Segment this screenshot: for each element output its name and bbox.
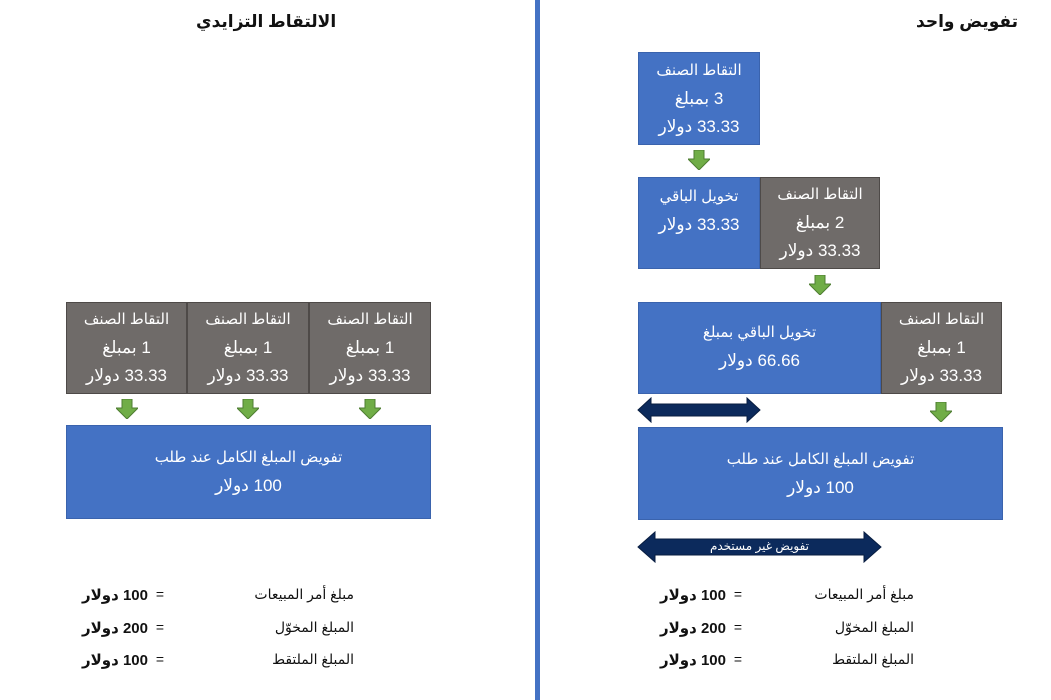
- capture-value: 33.33 دولار: [779, 241, 861, 260]
- summary-value-captured: 100 دولار: [81, 652, 148, 669]
- summary-value-order: 100 دولار: [659, 587, 726, 604]
- left-title: الالتقاط التزايدي: [196, 12, 337, 31]
- unused-authorization-label: تفويض غير مستخدم: [709, 539, 810, 553]
- unused-authorization-arrow: [637, 531, 882, 563]
- capture-amount-line: 1 بمبلغ: [223, 338, 273, 357]
- summary-eq: =: [155, 651, 165, 667]
- summary-label-order: مبلغ أمر المبيعات: [254, 586, 354, 602]
- right-title: تفويض واحد: [916, 12, 1019, 31]
- capture-label: التقاط الصنف: [205, 311, 291, 328]
- right-capture-3-box: [638, 52, 760, 145]
- double-arrow-icon: [637, 397, 761, 423]
- right-remaining-1-box: [638, 302, 881, 394]
- left-auth-box: [66, 425, 431, 519]
- capture-value: 33.33 دولار: [86, 366, 167, 385]
- down-arrow-icon: [930, 402, 952, 422]
- summary-value-captured: 100 دولار: [659, 652, 726, 669]
- down-arrow-icon: [359, 399, 381, 419]
- down-arrow-icon: [116, 399, 138, 419]
- left-capture-box-3: [309, 302, 431, 394]
- summary-eq: =: [733, 586, 743, 602]
- remaining-label: تخويل الباقي: [659, 188, 739, 205]
- summary-label-authorized: المبلغ المخوّل: [834, 619, 914, 635]
- right-remaining-2-box: [638, 177, 760, 269]
- down-arrow-icon: [237, 399, 259, 419]
- right-capture-2-box: [760, 177, 880, 269]
- capture-value: 33.33 دولار: [658, 116, 740, 136]
- capture-amount-line: 2 بمبلغ: [795, 213, 845, 232]
- summary-label-authorized: المبلغ المخوّل: [274, 619, 354, 635]
- remaining-label: تخويل الباقي بمبلغ: [702, 324, 817, 341]
- remaining-value: 33.33 دولار: [658, 215, 740, 234]
- right-capture-1-box: [881, 302, 1002, 394]
- summary-value-order: 100 دولار: [81, 587, 148, 604]
- summary-label-captured: المبلغ الملتقط: [272, 651, 354, 667]
- left-capture-box-2: [187, 302, 309, 394]
- capture-label: التقاط الصنف: [83, 311, 170, 328]
- down-arrow-icon: [688, 150, 710, 170]
- auth-line-1: تفويض المبلغ الكامل عند طلب: [726, 450, 915, 468]
- left-capture-box-1: [66, 302, 187, 394]
- down-arrow-icon: [809, 275, 831, 295]
- summary-label-order: مبلغ أمر المبيعات: [814, 586, 914, 602]
- capture-label: التقاط الصنف: [777, 186, 863, 203]
- capture-label: التقاط الصنف: [656, 61, 742, 79]
- summary-eq: =: [733, 651, 743, 667]
- auth-line-2: 100 دولار: [215, 476, 282, 495]
- summary-value-authorized: 200 دولار: [81, 620, 148, 637]
- capture-label: التقاط الصنف: [327, 311, 413, 328]
- capture-amount-line: 1 بمبلغ: [102, 338, 151, 357]
- capture-value: 33.33 دولار: [901, 366, 982, 385]
- capture-value: 33.33 دولار: [207, 366, 289, 385]
- summary-eq: =: [733, 619, 743, 635]
- capture-amount-line: 3 بمبلغ: [674, 88, 724, 108]
- summary-label-captured: المبلغ الملتقط: [832, 651, 914, 667]
- summary-eq: =: [155, 586, 165, 602]
- summary-value-authorized: 200 دولار: [659, 620, 726, 637]
- capture-value: 33.33 دولار: [329, 366, 411, 385]
- remaining-value: 66.66 دولار: [719, 351, 800, 370]
- auth-line-1: تفويض المبلغ الكامل عند طلب: [154, 449, 343, 466]
- auth-line-2: 100 دولار: [787, 477, 854, 497]
- capture-amount-line: 1 بمبلغ: [917, 338, 966, 357]
- summary-eq: =: [155, 619, 165, 635]
- capture-amount-line: 1 بمبلغ: [345, 338, 395, 357]
- capture-label: التقاط الصنف: [898, 311, 985, 328]
- right-auth-box: [638, 427, 1003, 520]
- section-divider: [535, 0, 540, 700]
